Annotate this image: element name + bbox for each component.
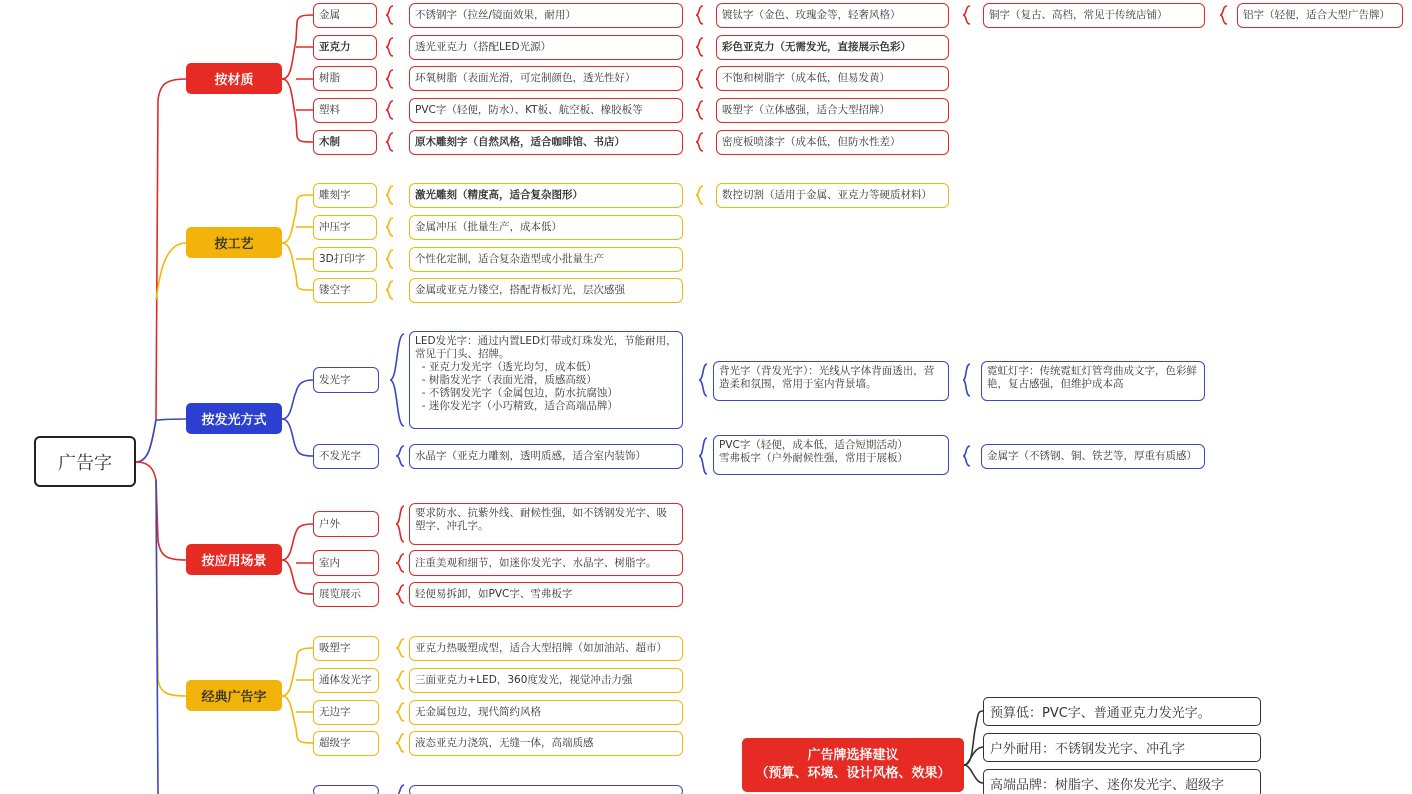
classic-frameless-item: 无金属包边，现代简约风格 [409, 700, 683, 725]
advice-node [742, 738, 964, 792]
scene-expo: 展览展示 [313, 582, 379, 607]
advice-subtitle: （预算、环境、设计风格、效果） [755, 766, 951, 781]
lighting-unlit-item: PVC字（轻便，成本低，适合短期活动） 雪弗板字（户外耐候性强，常用于展板） [713, 435, 949, 475]
classic-blister: 吸塑字 [313, 636, 379, 661]
lighting-led-item: LED发光字：通过内置LED灯带或灯珠发光，节能耐用，常见于门头、招牌。 - 亚克力发光字（透光均匀，成本低） - 树脂发光字（表面光滑，质感高级） - 不锈钢发光字（金属包边，防水抗腐蚀） - 迷你发光字（小巧精致，适合高端品牌） [409, 331, 683, 429]
classic-super-item: 液态亚克力浇筑，无缝一体，高端质感 [409, 731, 683, 756]
advice-item: 高端品牌：树脂字、迷你发光字、超级字 [983, 769, 1261, 794]
advice-title: 广告牌选择建议 [807, 748, 899, 763]
material-plastic: 塑料 [313, 98, 377, 123]
material-metal-item: 镀钛字（金色、玫瑰金等，轻奢风格） [716, 3, 949, 28]
scene-outdoor: 户外 [313, 511, 379, 537]
classic-super: 超级字 [313, 731, 379, 756]
material-metal-item: 不锈钢字（拉丝/镜面效果，耐用） [409, 3, 683, 28]
material-acrylic-item: 透光亚克力（搭配LED光源） [409, 35, 683, 60]
craft-3dprint-item: 个性化定制，适合复杂造型或小批量生产 [409, 247, 683, 272]
lighting-lit: 发光字 [313, 367, 379, 393]
classic-frameless: 无边字 [313, 700, 379, 725]
scene-outdoor-item: 要求防水、抗紫外线、耐候性强，如不锈钢发光字、吸塑字、冲孔字。 [409, 503, 683, 545]
material-metal: 金属 [313, 3, 377, 28]
lighting-backlit-item: 背光字（背发光字）：光线从字体背面透出，营造柔和氛围，常用于室内背景墙。 [713, 361, 949, 401]
material-resin-item: 不饱和树脂字（成本低，但易发黄） [716, 66, 949, 91]
craft-carve-item: 激光雕刻（精度高，适合复杂图形） [409, 183, 683, 208]
category-lighting: 按发光方式 [186, 403, 282, 434]
cutoff-node [409, 785, 683, 794]
material-wood-item: 密度板喷漆字（成本低，但防水性差） [716, 130, 949, 155]
material-wood: 木制 [313, 130, 377, 155]
category-craft: 按工艺 [186, 227, 282, 258]
material-plastic-item: PVC字（轻便，防水）、KT板、航空板、橡胶板等 [409, 98, 683, 123]
advice-item: 预算低：PVC字、普通亚克力发光字。 [983, 697, 1261, 726]
root-node: 广告字 [34, 436, 136, 487]
craft-carve-item: 数控切割（适用于金属、亚克力等硬质材料） [716, 183, 949, 208]
material-metal-item: 铝字（轻便，适合大型广告牌） [1237, 3, 1403, 28]
lighting-unlit: 不发光字 [313, 444, 379, 469]
scene-expo-item: 轻便易拆卸，如PVC字、雪弗板字 [409, 582, 683, 607]
material-resin: 树脂 [313, 66, 377, 91]
category-scene: 按应用场景 [186, 544, 282, 575]
material-plastic-item: 吸塑字（立体感强，适合大型招牌） [716, 98, 949, 123]
material-metal-item: 铜字（复古、高档，常见于传统店铺） [983, 3, 1205, 28]
classic-fullbody: 通体发光字 [313, 668, 379, 693]
material-wood-item: 原木雕刻字（自然风格，适合咖啡馆、书店） [409, 130, 683, 155]
craft-3dprint: 3D打印字 [313, 247, 377, 272]
craft-hollow: 镂空字 [313, 278, 377, 303]
category-material: 按材质 [186, 63, 282, 94]
category-classic: 经典广告字 [186, 680, 282, 711]
scene-indoor-item: 注重美观和细节，如迷你发光字、水晶字、树脂字。 [409, 550, 683, 576]
material-resin-item: 环氧树脂（表面光滑，可定制颜色，透光性好） [409, 66, 683, 91]
advice-item: 户外耐用：不锈钢发光字、冲孔字 [983, 733, 1261, 762]
lighting-neon-item: 霓虹灯字：传统霓虹灯管弯曲成文字，色彩鲜艳，复古感强，但维护成本高 [981, 361, 1205, 401]
craft-hollow-item: 金属或亚克力镂空，搭配背板灯光，层次感强 [409, 278, 683, 303]
material-acrylic-item: 彩色亚克力（无需发光，直接展示色彩） [716, 35, 949, 60]
cutoff-node [313, 785, 379, 794]
scene-indoor: 室内 [313, 550, 379, 576]
craft-carve: 雕刻字 [313, 183, 377, 208]
classic-fullbody-item: 三面亚克力+LED，360度发光，视觉冲击力强 [409, 668, 683, 693]
craft-stamp: 冲压字 [313, 215, 377, 240]
classic-blister-item: 亚克力热吸塑成型，适合大型招牌（如加油站、超市） [409, 636, 683, 661]
craft-stamp-item: 金属冲压（批量生产，成本低） [409, 215, 683, 240]
material-acrylic: 亚克力 [313, 35, 377, 60]
lighting-unlit-item: 水晶字（亚克力雕刻，透明质感，适合室内装饰） [409, 444, 683, 469]
lighting-unlit-item: 金属字（不锈钢、铜、铁艺等，厚重有质感） [981, 444, 1205, 469]
